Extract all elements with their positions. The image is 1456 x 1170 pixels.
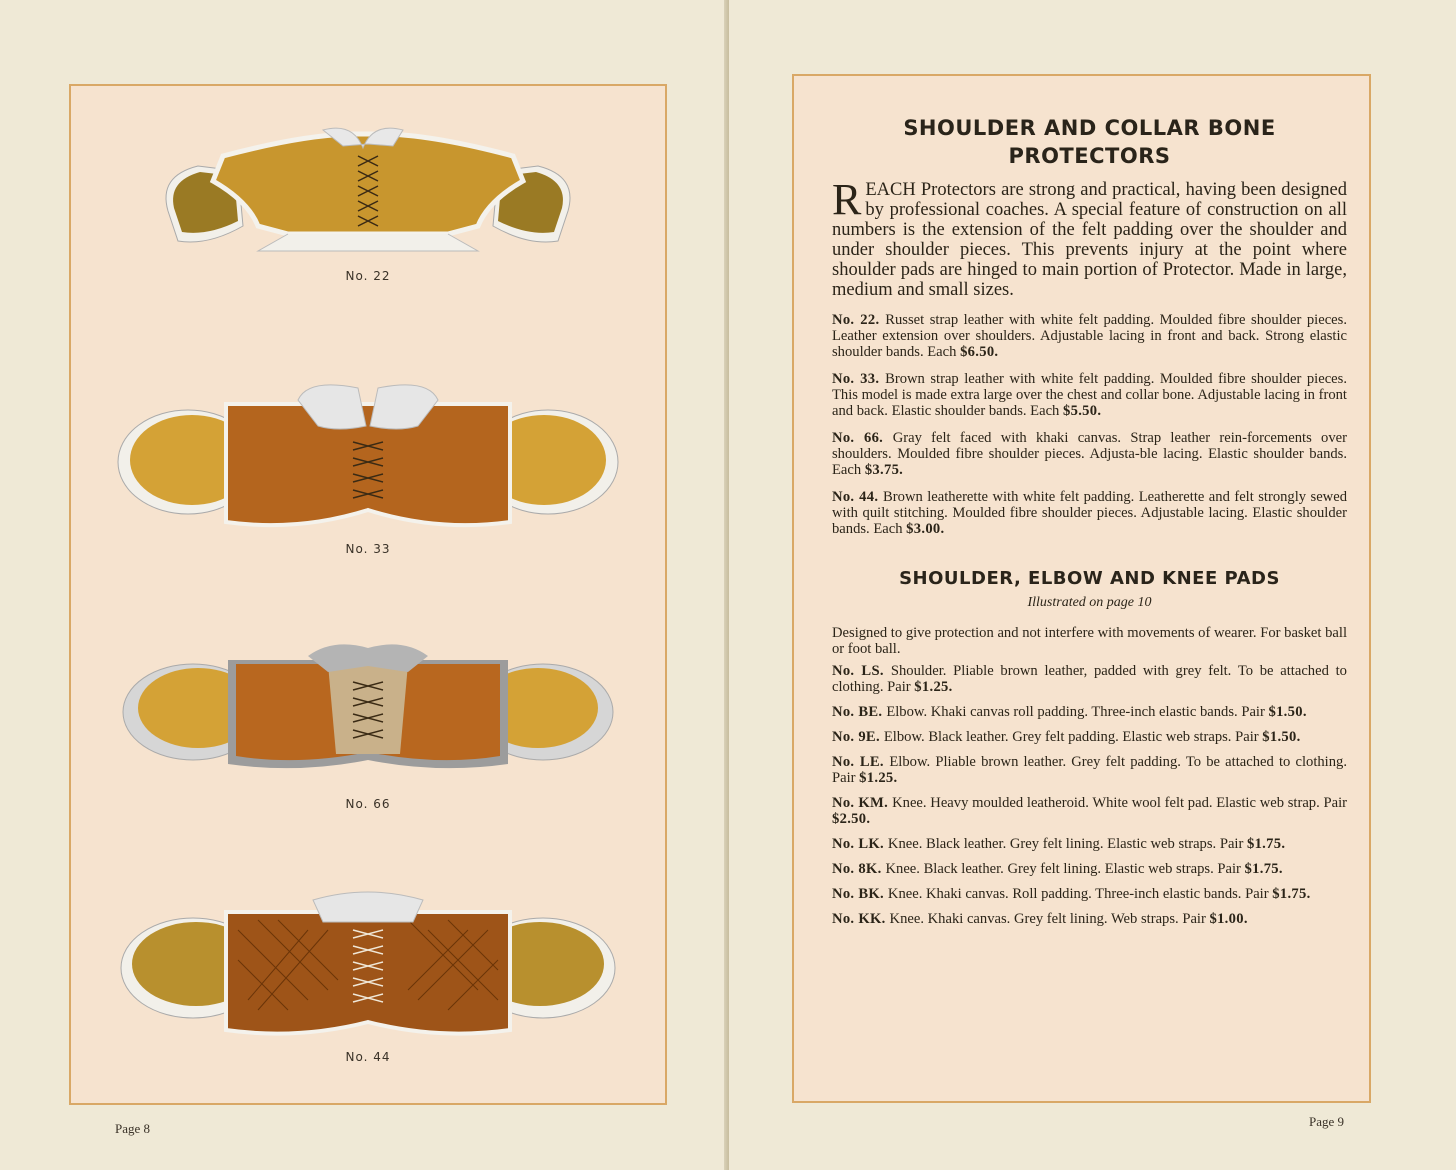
model-number: No. KK. <box>832 911 890 927</box>
pad-entry <box>832 795 1347 827</box>
price: $3.75. <box>864 462 904 478</box>
price: $1.25. <box>914 679 953 695</box>
pad-entry <box>832 911 1347 927</box>
drop-cap: R <box>832 175 862 224</box>
protector-illustration-44 <box>71 890 665 1050</box>
description: Shoulder. Pliable brown leather, padded with grey felt. To be attached to clothing. Pair <box>832 663 1347 695</box>
pad-entry <box>832 704 1347 720</box>
model-number: No. LS. <box>832 663 891 679</box>
model-number: No. BK. <box>832 886 888 902</box>
description: Knee. Khaki canvas. Grey felt lining. Web straps. Pair <box>889 911 1210 927</box>
model-number: No. 33. <box>832 371 886 387</box>
page-number-right: Page 9 <box>1309 1114 1345 1129</box>
price: $1.50. <box>1262 729 1301 745</box>
illustration-panel <box>69 84 667 1105</box>
price: $1.50. <box>1268 704 1307 720</box>
price: $2.50. <box>832 811 871 827</box>
pad-entry <box>832 861 1347 877</box>
description: Elbow. Khaki canvas roll padding. Three-inch elastic bands. Pair <box>886 704 1269 720</box>
description: Russet strap leather with white felt padding. Moulded fibre shoulder pieces. Leather extension over shoulders. Adjustable lacing in front and back. Strong elastic shoulder bands. Each <box>832 312 1347 360</box>
price: $1.25. <box>859 770 898 786</box>
protector-illustration-66 <box>71 642 665 792</box>
description: Gray felt faced with khaki canvas. Strap leather rein-forcements over shoulders. Moulded fibre shoulder pieces. Adjusta-ble lacing. Elastic shoulder bands. Each <box>832 430 1347 478</box>
protector-list <box>832 312 1347 537</box>
right-page <box>729 0 1456 1170</box>
description: Knee. Heavy moulded leatheroid. White wool felt pad. Elastic web strap. Pair <box>892 795 1347 811</box>
description: Brown leatherette with white felt padding. Leatherette and felt strongly sewed with quilt stitching. Moulded fibre shoulder pieces. Adjustable lacing. Elastic shoulder bands. Each <box>832 489 1347 537</box>
protector-illustration-33 <box>71 382 665 542</box>
price: $5.50. <box>1063 403 1102 419</box>
pad-entry <box>832 729 1347 745</box>
description: Elbow. Black leather. Grey felt padding. Elastic web straps. Pair <box>883 729 1263 745</box>
description: Knee. Khaki canvas. Roll padding. Three-inch elastic bands. Pair <box>887 886 1273 902</box>
illustrated-note: Illustrated on page 10 <box>1027 595 1152 610</box>
model-number: No. 22. <box>832 312 886 328</box>
model-number: No. 9E. <box>832 729 884 745</box>
pad-entry <box>832 663 1347 695</box>
pad-entry <box>832 836 1347 852</box>
section-title-pads: SHOULDER, ELBOW AND KNEE PADS <box>899 568 1280 589</box>
intro-text: EACH Protectors are strong and practical, having been designed by professional coaches. A special feature of construction on all numbers is the extension of the felt padding over the shoulder and under shoulder pieces. This prevents injury at the point where shoulder pads are hinged to main portion of Protector. Made in large, medium and small sizes. <box>832 180 1347 300</box>
description: Knee. Black leather. Grey felt lining. Elastic web straps. Pair <box>887 836 1247 852</box>
pad-entry <box>832 754 1347 786</box>
model-number: No. 44. <box>832 489 884 505</box>
pads-list <box>832 663 1347 927</box>
page-number-left: Page 8 <box>115 1121 151 1136</box>
caption-no-22: No. 22 <box>345 269 391 283</box>
protector-entry <box>832 312 1347 360</box>
description: Brown strap leather with white felt padding. Moulded fibre shoulder pieces. This model is made extra large over the chest and collar bone. Adjustable lacing in front and back. Elastic shoulder bands. Each <box>832 371 1347 419</box>
protector-entry <box>832 489 1347 537</box>
caption-no-66: No. 66 <box>345 797 391 811</box>
intro-paragraph <box>832 175 1347 300</box>
price: $3.00. <box>906 521 945 537</box>
text-panel <box>792 74 1371 1103</box>
model-number: No. 66. <box>832 430 893 446</box>
model-number: No. LK. <box>832 836 888 852</box>
protector-entry <box>832 430 1347 478</box>
model-number: No. KM. <box>832 795 893 811</box>
protector-entry <box>832 371 1347 419</box>
model-number: No. LE. <box>832 754 890 770</box>
price: $1.75. <box>1272 886 1311 902</box>
left-page <box>0 0 727 1170</box>
model-number: No. BE. <box>832 704 887 720</box>
model-number: No. 8K. <box>832 861 886 877</box>
price: $1.00. <box>1209 911 1248 927</box>
section-title-protectors: SHOULDER AND COLLAR BONE PROTECTORS <box>903 116 1276 168</box>
protector-illustration-22 <box>71 116 665 266</box>
caption-no-33: No. 33 <box>345 542 391 556</box>
price: $6.50. <box>960 344 999 360</box>
description: Elbow. Pliable brown leather. Grey felt padding. To be attached to clothing. Pair <box>832 754 1347 786</box>
price: $1.75. <box>1244 861 1283 877</box>
caption-no-44: No. 44 <box>345 1050 391 1064</box>
price: $1.75. <box>1246 836 1286 852</box>
description: Knee. Black leather. Grey felt lining. Elastic web straps. Pair <box>885 861 1245 877</box>
pads-intro: Designed to give protection and not interfere with movements of wearer. For basket ball or foot ball. <box>832 625 1347 657</box>
pad-entry <box>832 886 1347 902</box>
